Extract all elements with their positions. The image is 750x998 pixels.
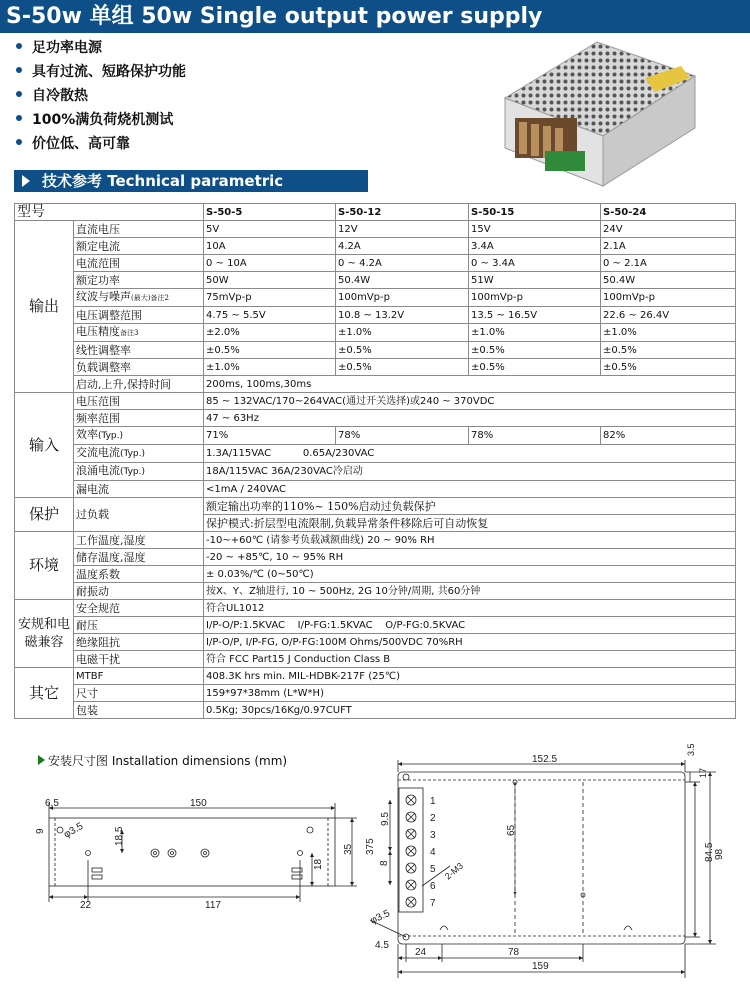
dim-label: 84.5	[704, 842, 715, 862]
table-cell: ±2.0%	[204, 324, 336, 342]
row-label: 电压范围	[74, 393, 204, 410]
side-view-drawing	[35, 798, 376, 911]
table-row	[15, 204, 736, 221]
dim-label: 150	[190, 798, 207, 809]
table-cell: 408.3K hrs min. MIL-HDBK-217F (25℃)	[204, 668, 736, 685]
table-row	[15, 255, 736, 272]
dim-label: 9.5	[380, 812, 391, 826]
table-cell: I/P-O/P:1.5KVAC I/P-FG:1.5KVAC O/P-FG:0.5KVAC	[204, 617, 736, 634]
dim-label: 22	[80, 900, 92, 911]
dim-label: 2-M3	[442, 860, 466, 882]
bullet-icon	[16, 115, 22, 121]
table-cell: 10A	[204, 238, 336, 255]
table-cell: ±0.5%	[204, 342, 336, 359]
table-cell: 50.4W	[601, 272, 736, 289]
table-cell: 符合 FCC Part15 J Conduction Class B	[204, 651, 736, 668]
group-protection: 保护	[15, 498, 74, 532]
row-label: 温度系数	[74, 566, 204, 583]
terminal-number: 5	[430, 864, 436, 875]
table-cell: 4.75 ~ 5.5V	[204, 307, 336, 324]
model-header: S-50-15	[469, 204, 601, 221]
table-cell: 200ms, 100ms,30ms	[204, 376, 736, 393]
dim-label: 117	[205, 900, 221, 911]
row-label: 线性调整率	[74, 342, 204, 359]
dim-label: 98	[714, 848, 725, 860]
table-cell: 符合UL1012	[204, 600, 736, 617]
table-cell: 100mVp-p	[336, 289, 469, 307]
table-cell: ±1.0%	[336, 324, 469, 342]
dimensions-title: 安装尺寸图 Installation dimensions (mm)	[38, 752, 287, 769]
table-cell: 75mVp-p	[204, 289, 336, 307]
row-label: 额定电流	[74, 238, 204, 255]
dim-label: 18.5	[114, 826, 125, 846]
table-cell: -10~+60℃ (请参考负载减额曲线) 20 ~ 90% RH	[204, 532, 736, 549]
table-cell: ±1.0%	[601, 324, 736, 342]
top-view-drawing	[369, 743, 725, 978]
table-row	[15, 289, 736, 307]
table-row	[15, 498, 736, 515]
dim-label: 9	[35, 828, 46, 834]
row-label: 电压精度备注3	[74, 324, 204, 342]
dim-label: 18	[313, 858, 324, 870]
dim-label: φ3.5	[368, 908, 392, 927]
dim-label: 35	[343, 843, 354, 855]
table-cell: ±1.0%	[469, 324, 601, 342]
power-supply-product-image	[485, 36, 705, 198]
row-label: 工作温度,湿度	[74, 532, 204, 549]
row-label: 负载调整率	[74, 359, 204, 376]
table-cell: 4.2A	[336, 238, 469, 255]
table-cell: 15V	[469, 221, 601, 238]
row-label: 电流范围	[74, 255, 204, 272]
table-row	[15, 307, 736, 324]
bullet-icon	[16, 43, 22, 49]
table-row	[15, 238, 736, 255]
row-label: 耐压	[74, 617, 204, 634]
dim-label: 17	[698, 767, 708, 778]
table-cell: 18A/115VAC 36A/230VAC冷启动	[204, 463, 736, 481]
group-environment: 环境	[15, 532, 74, 600]
table-cell: ±0.5%	[601, 359, 736, 376]
table-cell: 0 ~ 4.2A	[336, 255, 469, 272]
table-row	[15, 566, 736, 583]
dim-label: 6.5	[45, 798, 59, 809]
table-cell: 0 ~ 10A	[204, 255, 336, 272]
model-header: S-50-12	[336, 204, 469, 221]
table-cell: 0 ~ 3.4A	[469, 255, 601, 272]
terminal-number: 3	[430, 830, 436, 841]
group-safety-emc: 安规和电磁兼容	[15, 600, 74, 668]
row-label: 浪涌电流(Typ.)	[74, 463, 204, 481]
dim-label: 8	[379, 860, 390, 866]
dim-label: 78	[508, 947, 520, 958]
feature-list	[16, 36, 436, 156]
row-label: 漏电流	[74, 481, 204, 498]
table-row	[15, 342, 736, 359]
row-label: 绝缘阻抗	[74, 634, 204, 651]
table-cell: 100mVp-p	[469, 289, 601, 307]
table-row	[15, 272, 736, 289]
dim-label: 65	[506, 824, 517, 836]
table-row	[15, 702, 736, 719]
table-cell: 82%	[601, 427, 736, 445]
dim-label: 159	[532, 961, 549, 972]
table-cell: 保护模式:折层型电流限制,负载异常条件移除后可自动恢复	[204, 515, 736, 532]
feature-item: 足功率电源	[16, 36, 436, 60]
row-label: 直流电压	[74, 221, 204, 238]
table-cell: I/P-O/P, I/P-FG, O/P-FG:100M Ohms/500VDC 70%RH	[204, 634, 736, 651]
table-cell: <1mA / 240VAC	[204, 481, 736, 498]
row-label: 启动,上升,保持时间	[74, 376, 204, 393]
dim-label: 152.5	[532, 754, 558, 765]
table-cell: 13.5 ~ 16.5V	[469, 307, 601, 324]
table-cell: ±0.5%	[601, 342, 736, 359]
row-label: 纹波与噪声(最大)备注2	[74, 289, 204, 307]
bullet-icon	[16, 67, 22, 73]
feature-item: 价位低、高可靠	[16, 132, 436, 156]
table-row	[15, 668, 736, 685]
table-row	[15, 600, 736, 617]
table-cell: 12V	[336, 221, 469, 238]
installation-drawings	[0, 740, 750, 998]
table-cell: ±0.5%	[336, 342, 469, 359]
table-row	[15, 359, 736, 376]
table-row	[15, 549, 736, 566]
table-row	[15, 617, 736, 634]
table-cell: ±1.0%	[204, 359, 336, 376]
table-cell: 0 ~ 2.1A	[601, 255, 736, 272]
table-row	[15, 583, 736, 600]
table-row	[15, 651, 736, 668]
model-header: S-50-5	[204, 204, 336, 221]
model-header: S-50-24	[601, 204, 736, 221]
row-label: 储存温度,湿度	[74, 549, 204, 566]
dim-label: 24	[415, 947, 427, 958]
table-cell: 50.4W	[336, 272, 469, 289]
table-row	[15, 427, 736, 445]
row-label: 电压调整范围	[74, 307, 204, 324]
feature-item: 100%满负荷烧机测试	[16, 108, 436, 132]
row-label: 包装	[74, 702, 204, 719]
row-label: 效率(Typ.)	[74, 427, 204, 445]
row-label: MTBF	[74, 668, 204, 685]
table-cell: 159*97*38mm (L*W*H)	[204, 685, 736, 702]
table-row	[15, 463, 736, 481]
table-cell: 按X、Y、Z轴进行, 10 ~ 500Hz, 2G 10分钟/周期, 共60分钟	[204, 583, 736, 600]
spec-table	[14, 203, 736, 719]
row-label: 尺寸	[74, 685, 204, 702]
section-header: 技术参考 Technical parametric	[14, 170, 368, 192]
table-cell: 0.5Kg; 30pcs/16Kg/0.97CUFT	[204, 702, 736, 719]
group-other: 其它	[15, 668, 74, 719]
row-label: 电磁干扰	[74, 651, 204, 668]
feature-item: 自冷散热	[16, 84, 436, 108]
terminal-number: 7	[430, 898, 436, 909]
row-label: 交流电流(Typ.)	[74, 445, 204, 463]
dim-label: 375	[365, 838, 376, 855]
table-cell: 1.3A/115VAC 0.65A/230VAC	[204, 445, 736, 463]
table-row	[15, 634, 736, 651]
table-row	[15, 532, 736, 549]
table-cell: 51W	[469, 272, 601, 289]
table-cell: 100mVp-p	[601, 289, 736, 307]
table-cell: ± 0.03%/℃ (0~50℃)	[204, 566, 736, 583]
table-cell: 10.8 ~ 13.2V	[336, 307, 469, 324]
bullet-icon	[16, 139, 22, 145]
row-label: 额定功率	[74, 272, 204, 289]
table-cell: 5V	[204, 221, 336, 238]
bullet-icon	[16, 91, 22, 97]
table-cell: 85 ~ 132VAC/170~264VAC(通过开关选择)或240 ~ 370VDC	[204, 393, 736, 410]
feature-item: 具有过流、短路保护功能	[16, 60, 436, 84]
group-input: 输入	[15, 393, 74, 498]
table-cell: 78%	[469, 427, 601, 445]
table-row	[15, 481, 736, 498]
table-cell: 78%	[336, 427, 469, 445]
table-cell: 50W	[204, 272, 336, 289]
row-label: 耐振动	[74, 583, 204, 600]
table-row	[15, 324, 736, 342]
dim-label: 3.5	[686, 743, 696, 756]
table-row	[15, 445, 736, 463]
table-row	[15, 410, 736, 427]
terminal-number: 2	[430, 813, 436, 824]
table-cell: 24V	[601, 221, 736, 238]
table-row	[15, 685, 736, 702]
model-label: 型号	[15, 204, 204, 221]
page-title: S-50w 单组 50w Single output power supply	[0, 0, 750, 33]
terminal-number: 6	[430, 881, 436, 892]
row-label: 安全规范	[74, 600, 204, 617]
terminal-number: 4	[430, 847, 436, 858]
table-cell: 71%	[204, 427, 336, 445]
table-cell: ±0.5%	[336, 359, 469, 376]
table-cell: 3.4A	[469, 238, 601, 255]
table-cell: 额定输出功率的110%~ 150%启动过负载保护	[204, 498, 736, 515]
row-label: 过负载	[74, 498, 204, 532]
group-output: 输出	[15, 221, 74, 393]
table-row	[15, 393, 736, 410]
table-cell: 47 ~ 63Hz	[204, 410, 736, 427]
table-cell: 22.6 ~ 26.4V	[601, 307, 736, 324]
table-row	[15, 221, 736, 238]
table-cell: ±0.5%	[469, 359, 601, 376]
table-row	[15, 376, 736, 393]
dim-label: φ3.5	[62, 820, 86, 841]
table-cell: ±0.5%	[469, 342, 601, 359]
dim-label: 4.5	[375, 940, 389, 951]
triangle-arrow-icon	[22, 175, 30, 187]
table-cell: 2.1A	[601, 238, 736, 255]
terminal-block	[406, 795, 416, 907]
terminal-number: 1	[430, 796, 436, 807]
table-cell: -20 ~ +85℃, 10 ~ 95% RH	[204, 549, 736, 566]
row-label: 频率范围	[74, 410, 204, 427]
